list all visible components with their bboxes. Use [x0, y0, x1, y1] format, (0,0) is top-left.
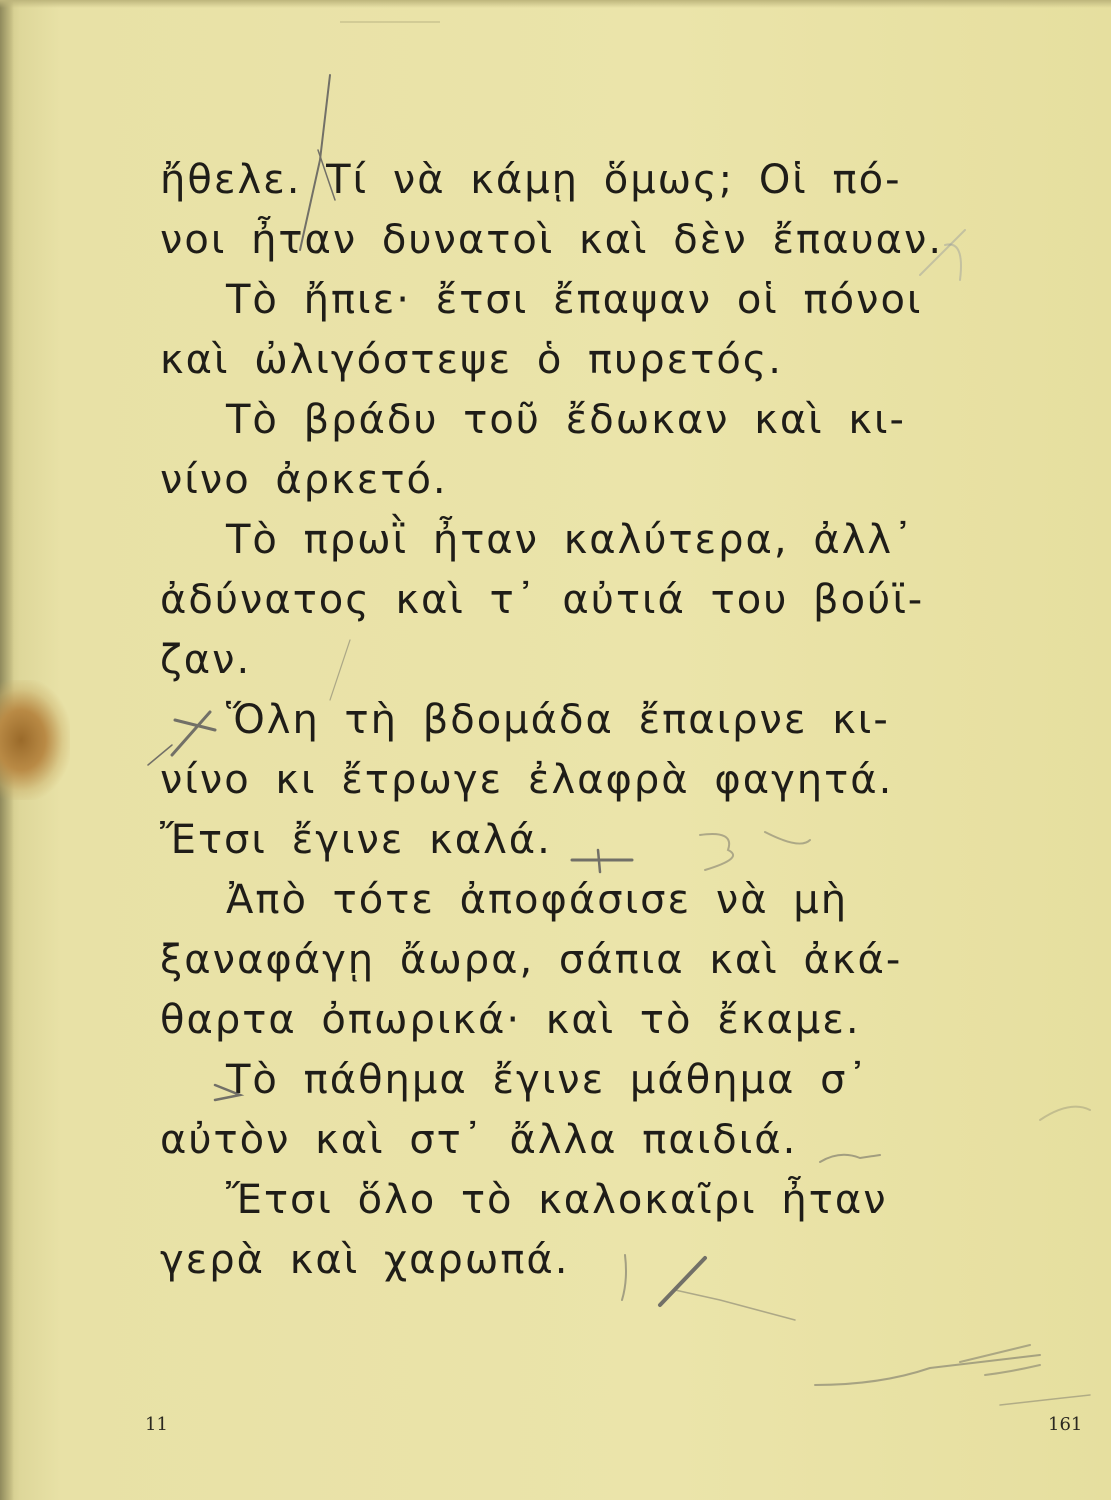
text-line: γερὰ καὶ χαρωπά. — [160, 1237, 570, 1283]
page-top-edge — [0, 0, 1111, 8]
text-line: Τὸ ἤπιε· ἔτσι ἔπαψαν οἱ πόνοι — [226, 277, 923, 323]
text-line: ζαν. — [160, 637, 252, 683]
text-line: θαρτα ὀπωρικά· καὶ τὸ ἔκαμε. — [160, 997, 861, 1043]
text-line: Ἔτσι ὅλο τὸ καλοκαῖρι ἦταν — [226, 1177, 888, 1223]
water-stain — [0, 680, 70, 800]
text-line: Τὸ πρωῒ ἦταν καλύτερα, ἀλλ᾽ — [226, 517, 916, 563]
text-line: νίνο κι ἔτρωγε ἐλαφρὰ φαγητά. — [160, 757, 894, 803]
text-line: Τὸ βράδυ τοῦ ἔδωκαν καὶ κι- — [226, 397, 906, 443]
body-text — [160, 150, 960, 1290]
page-number-right: 161 — [1048, 1414, 1083, 1435]
text-line: νοι ἦταν δυνατοὶ καὶ δὲν ἔπαυαν. — [160, 217, 944, 263]
text-line: Ἀπὸ τότε ἀποφάσισε νὰ μὴ — [226, 877, 849, 923]
text-line: αὐτὸν καὶ στ᾽ ἄλλα παιδιά. — [160, 1117, 798, 1163]
text-line: Τὸ πάθημα ἔγινε μάθημα σ᾽ — [226, 1057, 870, 1103]
text-line: Ἔτσι ἔγινε καλά. — [160, 817, 552, 863]
text-line: καὶ ὠλιγόστεψε ὁ πυρετός. — [160, 337, 783, 383]
text-line: ἤθελε. Τί νὰ κάμῃ ὅμως; Οἱ πό- — [160, 157, 902, 203]
text-line: Ὅλη τὴ βδομάδα ἔπαιρνε κι- — [226, 697, 890, 743]
text-line: ἀδύνατος καὶ τ᾽ αὐτιά του βούϊ- — [160, 577, 925, 623]
text-line: νίνο ἀρκετό. — [160, 457, 448, 503]
text-line: ξαναφάγῃ ἄωρα, σάπια καὶ ἀκά- — [160, 937, 903, 983]
page-number-left: 11 — [145, 1414, 168, 1435]
